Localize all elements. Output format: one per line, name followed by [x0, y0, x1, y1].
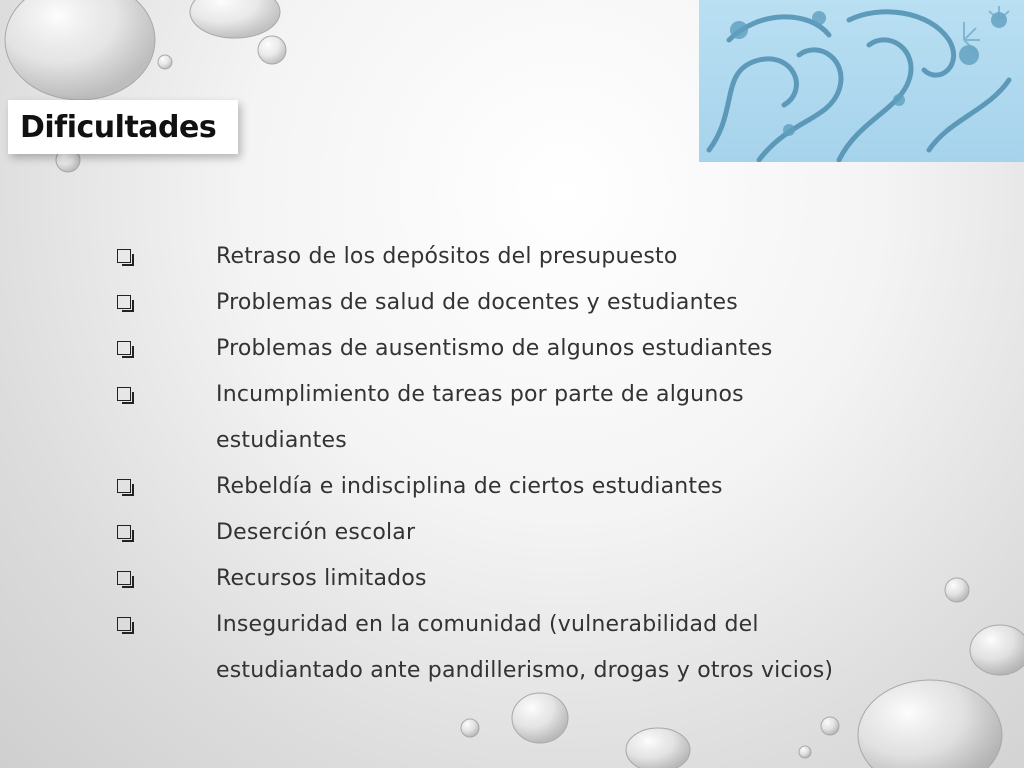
list-item-text: Retraso de los depósitos del presupuesto	[216, 244, 678, 269]
list-item-text: Rebeldía e indisciplina de ciertos estudiantes	[216, 474, 723, 499]
checkbox-bullet-icon	[117, 249, 131, 263]
list-item-text: Problemas de ausentismo de algunos estudiantes	[216, 336, 773, 361]
checkbox-bullet-icon	[117, 295, 131, 309]
list-item-text: Deserción escolar	[216, 520, 416, 545]
checkbox-bullet-icon	[117, 525, 131, 539]
list-item-text: Problemas de salud de docentes y estudiantes	[216, 290, 738, 315]
list-item-text-continued: estudiantado ante pandillerismo, drogas y otros vicios)	[216, 658, 834, 683]
checkbox-bullet-icon	[117, 617, 131, 631]
checkbox-bullet-icon	[117, 479, 131, 493]
list-item-text-continued: estudiantes	[216, 428, 347, 453]
checkbox-bullet-icon	[117, 571, 131, 585]
slide-title: Dificultades	[20, 110, 217, 145]
checkbox-bullet-icon	[117, 387, 131, 401]
list-item-text: Recursos limitados	[216, 566, 427, 591]
list-item-text: Inseguridad en la comunidad (vulnerabilidad del	[216, 612, 759, 637]
checkbox-bullet-icon	[117, 341, 131, 355]
list-item-text: Incumplimiento de tareas por parte de algunos	[216, 382, 744, 407]
